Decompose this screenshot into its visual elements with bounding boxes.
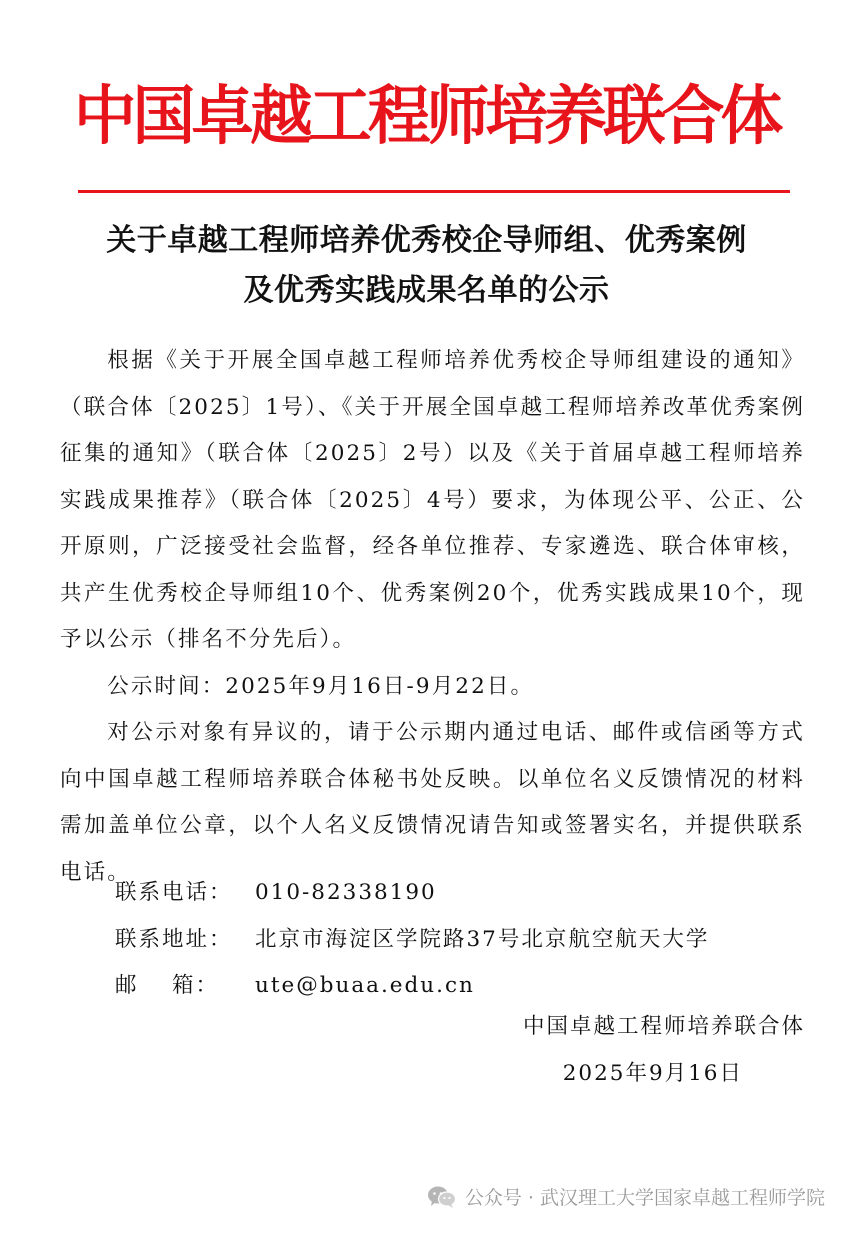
signature-block bbox=[523, 1004, 805, 1097]
phone-label: 联系电话： bbox=[115, 880, 233, 905]
red-divider bbox=[78, 190, 790, 193]
email-value: ute@buaa.edu.cn bbox=[255, 973, 475, 998]
signature-org: 中国卓越工程师培养联合体 bbox=[522, 1014, 805, 1039]
paragraph-period: 公示时间：2025年9月16日-9月22日。 bbox=[107, 673, 535, 699]
notice-body bbox=[60, 338, 805, 896]
contact-info bbox=[115, 870, 709, 1010]
contact-phone-row bbox=[115, 870, 709, 917]
paragraph-objection: 对公示对象有异议的，请于公示期内通过电话、邮件或信函等方式向中国卓越工程师培养联合体秘书处反映。以单位名义反馈情况的材料需加盖单位公章，以个人名义反馈情况请告知或签署实名，并提供联系电话。 bbox=[60, 720, 805, 885]
signature-date: 2025年9月16日 bbox=[562, 1060, 743, 1086]
contact-address-row bbox=[115, 917, 709, 964]
address-value: 北京市海淀区学院路37号北京航空航天大学 bbox=[255, 926, 710, 952]
phone-value: 010-82338190 bbox=[255, 880, 437, 905]
org-title: 中国卓越工程师培养联合体 bbox=[73, 79, 780, 154]
notice-title-line-1: 关于卓越工程师培养优秀校企导师组、优秀案例 bbox=[106, 223, 747, 258]
email-label bbox=[115, 963, 219, 1010]
wechat-icon bbox=[427, 1185, 457, 1209]
address-label: 联系地址： bbox=[115, 926, 233, 952]
notice-title bbox=[50, 216, 803, 316]
paragraph-basis: 根据《关于开展全国卓越工程师培养优秀校企导师组建设的通知》（联合体〔2025〕1号）、《关于开展全国卓越工程师培养改革优秀案例征集的通知》（联合体〔2025〕2号）以及《关于首届卓越工程师培养实践成果推荐》（联合体〔2025〕4号）要求，为体现公平、公正、公开原则，广泛接受社会监督，经各单位推荐、专家遴选、联合体审核，共产生优秀校企导师组10个、优秀案例20个，优秀实践成果10个，现予以公示（排名不分先后）。 bbox=[60, 348, 805, 652]
watermark-text: 公众号 · 武汉理工大学国家卓越工程师学院 bbox=[464, 1187, 825, 1209]
wechat-watermark bbox=[427, 1183, 825, 1210]
email-label-char-1: 邮 bbox=[115, 973, 139, 998]
contact-email-row bbox=[115, 963, 709, 1010]
email-label-char-2: 箱： bbox=[171, 973, 219, 998]
notice-title-line-2: 及优秀实践成果名单的公示 bbox=[243, 273, 610, 308]
